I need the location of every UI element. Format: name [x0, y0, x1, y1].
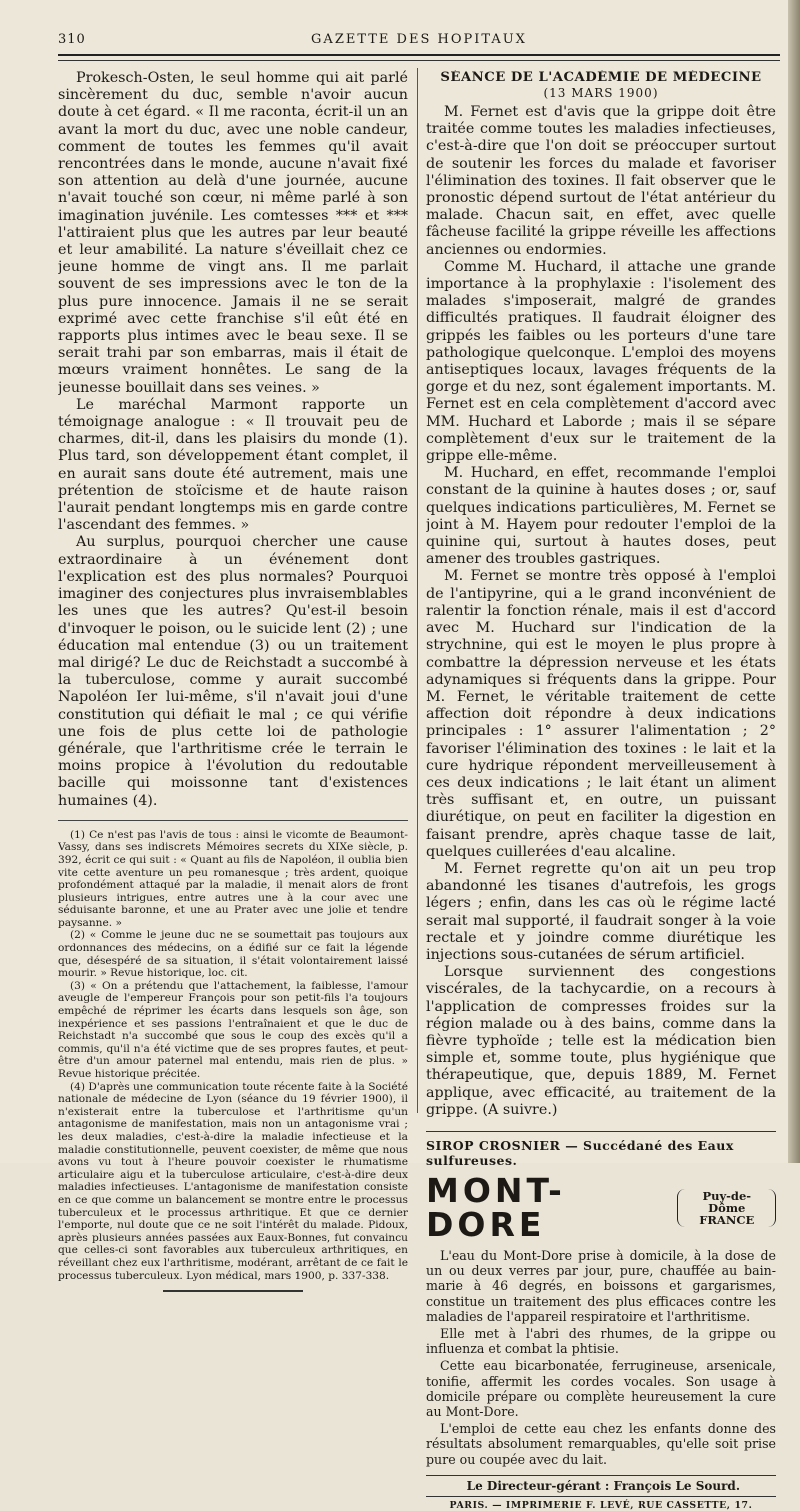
right-paragraph: M. Fernet se montre très opposé à l'emploi de l'antipyrine, qui a le grand inconvénient de ralentir la fonction rénale, mais il est d'accord avec M. Huchard sur l'indication de la strychnine, qui est le moyen le plus propre à combattre la dépression nerveuse et les états adynamiques si fréquents dans la grippe. Pour M. Fernet, le véritable traitement de cette affection doit répondre à deux indications principales : 1° assurer l'alimentation ; 2° favoriser l'élimination des toxines : le lait et la cure hydrique répondent merveilleusement à ces deux indications ; le lait étant un aliment très suffisant et, en outre, un puissant diurétique, on peut en faciliter la digestion en faisant prendre, après chaque tasse de lait, quelques cuillerées d'eau alcaline.	[426, 568, 776, 860]
footnote-1: (1) Ce n'est pas l'avis de tous : ainsi le vicomte de Beaumont-Vassy, dans ses indiscrets Mémoires secrets du XIXe siècle, p. 392, écrit ce qui suit : « Quant au fils de Napoléon, il oublia bien vite cette aventure un peu romanesque ; très ardent, quoique profondément attaqué par la maladie, il menait alors de front plusieurs intrigues, entre autres une à la cour avec une séduisante baronne, et une au Prater avec une jolie et tendre paysanne. »	[58, 828, 408, 929]
page-header	[58, 30, 780, 52]
director-rule	[426, 1475, 776, 1476]
section-title: SÉANCE DE L'ACADÉMIE DE MÉDECINE	[440, 70, 762, 85]
footnote-2: (2) « Comme le jeune duc ne se soumettait pas toujours aux ordonnances des médecins, on a édifié sur ce fait la légende que, désespéré de sa situation, il s'était volontairement laissé mourir. » Revue historique, loc. cit.	[58, 929, 408, 980]
section-date: (13 MARS 1900)	[543, 86, 659, 100]
footnote-4: (4) D'après une communication toute récente faite à la Société nationale de médecine de Lyon (séance du 19 février 1900), il n'existerait entre la tuberculose et l'arthritisme qu'un antagonisme de manifestation, mais non un antagonisme vrai ; les deux maladies, c'est-à-dire la maladie infectieuse et la maladie constitutionnelle, peuvent coexister, de même que nous avons vu tout à l'heure pouvoir coexister le rhumatisme articulaire aigu et la tuberculose articulaire, c'est-à-dire deux maladies infectieuses. L'antagonisme de manifestation consiste en ce que comme un balancement se montre entre le processus tuberculeux et le processus arthritique. Et que ce dernier l'emporte, nul doute que ce ne soit l'intérêt du malade. Pidoux, après plusieurs années passées aux Eaux-Bonnes, fut convaincu que celles-ci sont favorables aux tuberculeux arthritiques, en réveillant chez eux l'arthritisme, modérant, arrêtant de ce fait le processus tuberculeux. Lyon médical, mars 1900, p. 337-338.	[58, 1080, 408, 1282]
director-line: Le Directeur-gérant : François Le Sourd.	[466, 1478, 740, 1493]
footnote-rule	[58, 820, 408, 821]
article-end-rule	[163, 1290, 303, 1292]
column-divider	[417, 68, 418, 1113]
right-paragraph: M. Fernet regrette qu'on ait un peu trop abandonné les tisanes d'autrefois, les grogs légers ; enfin, dans les cas où le régime lacté serait mal supporté, il faudrait songer à la voie rectale et y joindre comme diurétique les injections sous-cutanées de sérum artificiel.	[426, 860, 776, 963]
right-paragraph: Lorsque surviennent des congestions viscérales, de la tachycardie, on a recours à l'application de compresses froides sur la région malade ou à des bains, comme dans la fièvre typhoïde ; telle est la médication bien simple et, somme toute, plus hygiénique que thérapeutique, que, depuis 1889, M. Fernet applique, avec efficacité, au traitement de la grippe. (A suivre.)	[426, 964, 776, 1118]
right-paragraph: Comme M. Huchard, il attache une grande importance à la prophylaxie : l'isolement des malades s'imposerait, malgré de grandes difficultés pratiques. Il faudrait éloigner des grippés les faibles ou les porteurs d'une tare pathologique quelconque. L'emploi des moyens antiseptiques locaux, lavages fréquents de la gorge et du nez, sont également importants. M. Fernet est en cela complètement d'accord avec MM. Huchard et Laborde ; mais il se sépare complètement d'eux sur le traitement de la grippe elle-même.	[426, 258, 776, 465]
page-number: 310	[58, 32, 86, 47]
left-paragraph: Le maréchal Marmont rapporte un témoignage analogue : « Il trouvait peu de charmes, dit-il, dans les plaisirs du monde (1). Plus tard, son développement étant complet, il en aurait sans doute été autrement, mais une prétention de stoïcisme et de haute raison l'aurait pendant longtemps mis en garde contre l'ascendant des femmes. »	[58, 396, 408, 534]
ad-brand-location	[677, 1189, 776, 1227]
journal-title: GAZETTE DES HOPITAUX	[311, 32, 527, 47]
ad-brand: MONT-DORE	[426, 1170, 566, 1244]
page-edge	[788, 0, 800, 1163]
header-rule	[58, 54, 780, 56]
advertisement-rule	[426, 1131, 776, 1132]
left-paragraph: Prokesch-Osten, le seul homme qui ait parlé sincèrement du duc, semble n'avoir aucun doute à cet égard. « Il me raconta, écrit-il un an avant la mort du duc, avec une noble candeur, comment de toutes les femmes qu'il avait rencontrées dans le monde, aucune n'avait fixé son attention au delà d'une journée, aucune n'avait touché son cœur, ni même parlé à son imagination juvénile. Les comtesses *** et *** l'attiraient plus que les autres par leur beauté et leur amabilité. La nature s'éveillait chez ce jeune homme de vingt ans. Il me parlait souvent de ses impressions avec le ton de la plus pure innocence. Jamais il ne se serait exprimé avec cette franchise s'il eût été en rapports plus intimes avec le beau sexe. Il se serait trahi par son embarras, mais il était de mœurs vraiment honnêtes. Le sang de la jeunesse bouillait dans ses veines. »	[58, 70, 408, 396]
ad-location-line2: FRANCE	[699, 1212, 755, 1227]
right-paragraph: M. Huchard, en effet, recommande l'emploi constant de la quinine à hautes doses ; or, sauf quelques indications particulières, M. Fernet se joint à M. Hayem pour redouter l'emploi de la quinine qui, surtout à hautes doses, peut amener des troubles gastriques.	[426, 465, 776, 568]
right-body	[426, 104, 776, 1119]
ad-paragraph: Elle met à l'abri des rhumes, de la grippe ou influenza et combat la phtisie.	[426, 1326, 776, 1357]
header-rule-secondary	[58, 60, 780, 61]
footnotes	[58, 829, 408, 1282]
right-column	[426, 70, 776, 1511]
ad-paragraph: L'eau du Mont-Dore prise à domicile, à la dose de un ou deux verres par jour, pure, chauffée au bain-marie à 46 degrés, en boissons et gargarismes, constitue un traitement des plus efficaces contre les maladies de l'appareil respiratoire et l'arthritisme.	[426, 1247, 776, 1324]
ad-paragraph: Cette eau bicarbonatée, ferrugineuse, arsenicale, tonifie, affermit les cordes vocales. Son usage à domicile prépare ou complète heureusement la cure au Mont-Dore.	[426, 1358, 776, 1420]
advertisement	[426, 1138, 776, 1467]
printer-rule	[426, 1496, 776, 1497]
right-paragraph: M. Fernet est d'avis que la grippe doit être traitée comme toutes les maladies infectieuses, c'est-à-dire que l'on doit se préoccuper surtout de soutenir les forces du malade et favoriser l'élimination des toxines. Il fait observer que le pronostic dépend surtout de l'état antérieur du malade. Chacun sait, en effet, avec quelle fâcheuse facilité la grippe réveille les affections anciennes ou endormies.	[426, 104, 776, 258]
ad-headline: SIROP CROSNIER — Succédané des Eaux sulfureuses.	[426, 1137, 734, 1168]
left-body	[58, 70, 408, 810]
ad-location-line1: Puy-de-Dôme	[702, 1188, 752, 1215]
footnote-3: (3) « On a prétendu que l'attachement, la faiblesse, l'amour aveugle de l'empereur François pour son petit-fils l'a toujours empêché de réprimer les écarts dans lesquels son âge, son inexpérience et ses passions l'entraînaient et que le duc de Reichstadt n'a succombé que sous le coup des excès qu'il a commis, qu'il n'a été victime que de ses propres fautes, et peut-être d'un amour paternel mal entendu, mais rien de plus. » Revue historique précitée.	[58, 979, 408, 1081]
ad-paragraph: L'emploi de cette eau chez les enfants donne des résultats absolument remarquables, qu'elle soit prise pure ou coupée avec du lait.	[426, 1421, 776, 1467]
left-column	[58, 70, 408, 1292]
printer-line: PARIS. — IMPRIMERIE F. LEVÉ, RUE CASSETTE, 17.	[449, 1499, 753, 1511]
ad-text	[426, 1248, 776, 1467]
left-paragraph: Au surplus, pourquoi chercher une cause extraordinaire à un événement dont l'explication est des plus normales? Pourquoi imaginer des conjectures plus invraisemblables les unes que les autres? Qu'est-il besoin d'invoquer le poison, ou le suicide lent (2) ; une éducation mal entendue (3) ou un traitement mal dirigé? Le duc de Reichstadt a succombé à la tuberculose, comme y aurait succombé Napoléon Ier lui-même, s'il n'avait joui d'une constitution qui défiait le mal ; ce qui vérifie une fois de plus cette loi de pathologie générale, que l'arthritisme crée le terrain le moins propice à l'évolution du redoutable bacille qui moissonne tant d'existences humaines (4).	[58, 534, 408, 809]
ad-brand-row	[426, 1170, 776, 1244]
